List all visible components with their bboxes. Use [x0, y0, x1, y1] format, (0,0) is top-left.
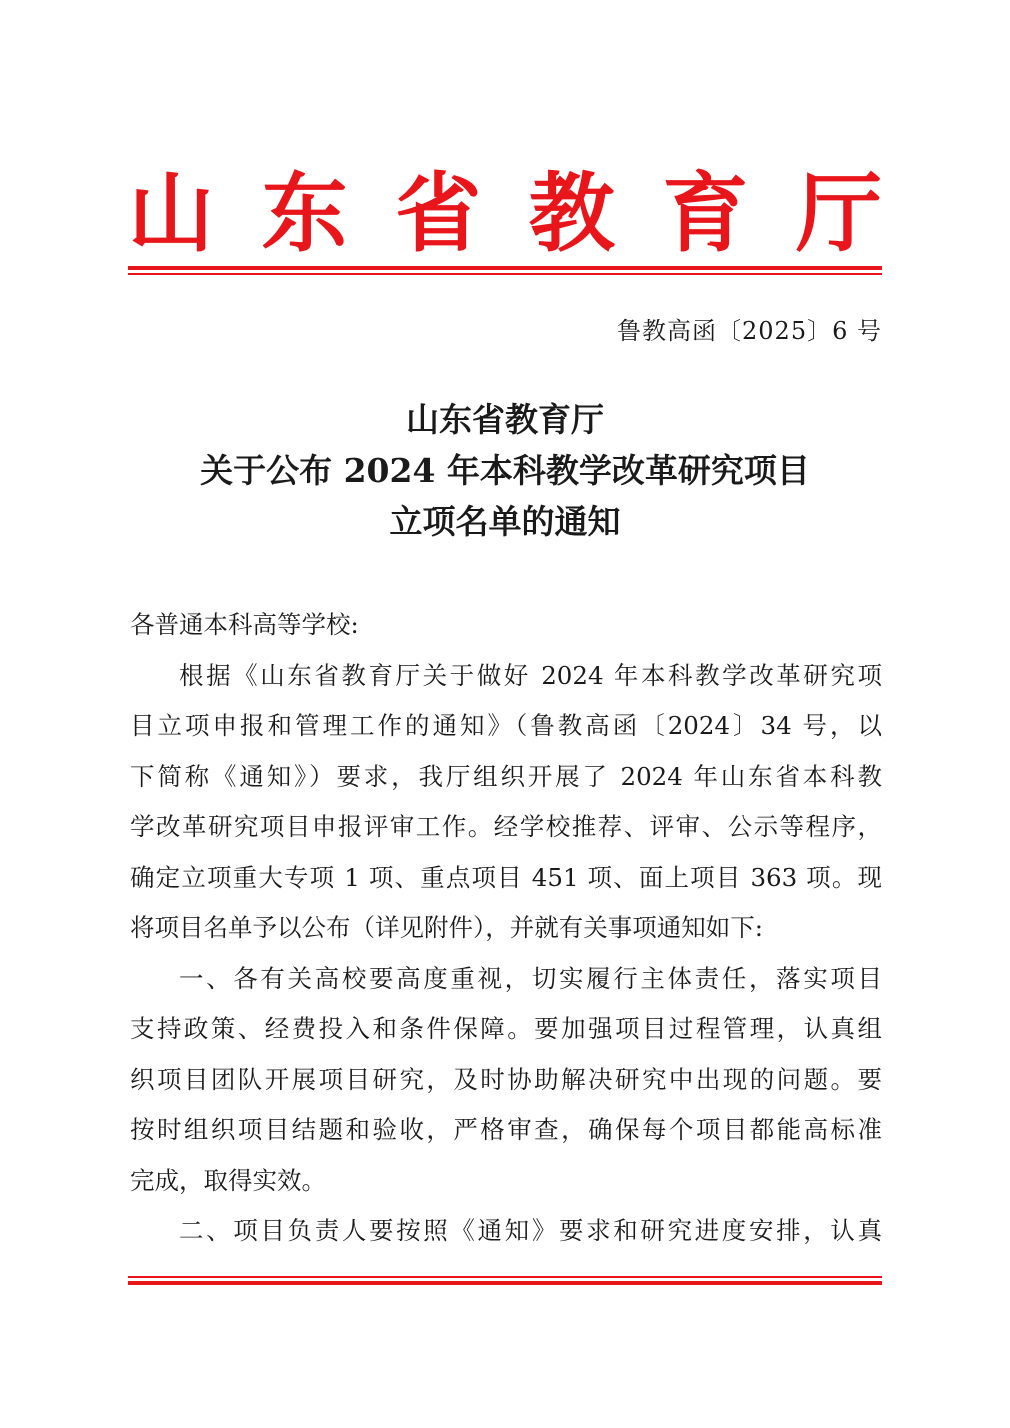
text-line: 二、项目负责人要按照《通知》要求和研究进度安排，认真 [179, 1216, 882, 1245]
paragraph-intro [130, 651, 882, 954]
letterhead-title [128, 163, 882, 264]
text-line: 按时组织项目结题和验收，严格审查，确保每个项目都能高标准 [130, 1115, 882, 1144]
text-line: 目立项申报和管理工作的通知》（鲁教高函〔2024〕34 号，以 [130, 711, 882, 740]
paragraph-item-1 [130, 954, 882, 1207]
text-line: 完成，取得实效。 [130, 1165, 326, 1195]
letterhead-char: 育 [662, 163, 749, 264]
text-line: 确定立项重大专项 1 项、重点项目 451 项、面上项目 363 项。现 [130, 862, 882, 892]
letterhead-char: 东 [261, 163, 348, 264]
paragraph-item-2 [130, 1206, 882, 1257]
document-title [128, 394, 882, 547]
title-line: 立项名单的通知 [389, 502, 621, 541]
document-body [130, 600, 882, 1257]
text-line: 根据《山东省教育厅关于做好 2024 年本科教学改革研究项 [179, 660, 882, 690]
letterhead-char: 山 [128, 163, 214, 264]
letterhead-char: 教 [528, 163, 615, 264]
letterhead-char: 厅 [795, 163, 882, 264]
text-line: 织项目团队开展项目研究，及时协助解决研究中出现的问题。要 [130, 1064, 882, 1094]
header-rule-thick [128, 266, 882, 270]
text-line: 支持政策、经费投入和条件保障。要加强项目过程管理，认真组 [130, 1014, 882, 1043]
text-line: 一、各有关高校要高度重视，切实履行主体责任，落实项目 [179, 963, 882, 993]
title-line: 山东省教育厅 [406, 400, 604, 439]
salutation: 各普通本科高等学校: [130, 610, 359, 639]
title-line: 关于公布 2024 年本科教学改革研究项目 [200, 451, 810, 490]
header-rule-thin [128, 273, 882, 275]
letterhead-char: 省 [395, 163, 482, 264]
text-line: 将项目名单予以公布（详见附件），并就有关事项通知如下: [130, 913, 764, 942]
text-line: 学改革研究项目申报评审工作。经学校推荐、评审、公示等程序， [130, 812, 882, 841]
document-number: 鲁教高函〔2025〕6 号 [617, 317, 882, 345]
footer-rule-thin [128, 1276, 882, 1278]
footer-rule-thick [128, 1281, 882, 1285]
text-line: 下简称《通知》）要求，我厅组织开展了 2024 年山东省本科教 [130, 761, 882, 791]
